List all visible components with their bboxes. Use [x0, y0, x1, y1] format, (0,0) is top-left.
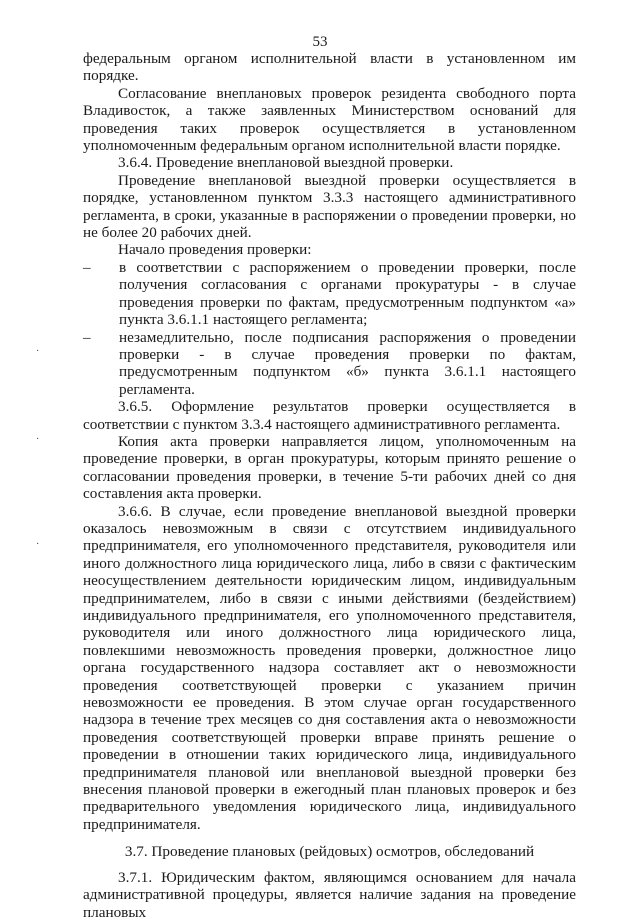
paragraph-intro-line: федеральным органом исполнительной власти в установленном им порядке.	[83, 50, 576, 85]
margin-mark: ·	[36, 539, 40, 550]
paragraph-3-6-5: 3.6.5. Оформление результатов проверки осуществляется в соответствии с пунктом 3.3.4 настоящего административного регламента.	[83, 398, 576, 433]
paragraph-agreement: Согласование внеплановых проверок резидента свободного порта Владивосток, а также заявленных Министерством оснований для проведения таких проверок осуществляется в установленном уполномоченным федеральным органом исполнительной власти порядке.	[83, 84, 576, 155]
list-item-text: незамедлительно, после подписания распоряжения о проведении проверки - в случае проведения проверки по фактам, предусмотренным подпунктом «б» пункта 3.6.1.1 настоящего регламента.	[119, 328, 576, 398]
start-conditions-list	[83, 259, 576, 398]
paragraph-3-7-1: 3.7.1. Юридическим фактом, являющимся основанием для начала административной процедуры, является наличие задания на проведение плановых	[83, 868, 576, 921]
margin-mark: ·	[36, 346, 40, 357]
list-item	[83, 259, 576, 329]
list-item	[83, 329, 576, 399]
paragraph-3-6-4-title: 3.6.4. Проведение внеплановой выездной проверки.	[118, 154, 454, 172]
paragraph-3-6-4-body: Проведение внеплановой выездной проверки осуществляется в порядке, установленном пунктом 3.3.3 настоящего административного регламента, в сроки, указанные в распоряжении о проведении проверки, но не более 20 рабочих дней.	[83, 171, 576, 242]
document-body	[83, 50, 576, 921]
paragraph-start-of-inspection: Начало проведения проверки:	[118, 241, 312, 259]
page-number: 53	[312, 34, 328, 50]
dash-marker: –	[83, 328, 91, 346]
margin-mark: ·	[36, 434, 40, 445]
section-heading-3-7: 3.7. Проведение плановых (рейдовых) осмотров, обследований	[124, 843, 535, 861]
paragraph-3-6-6: 3.6.6. В случае, если проведение внеплановой выездной проверки оказалось невозможным в связи с отсутствием индивидуального предпринимателя, его уполномоченного представителя, руководителя или иного должностного лица юридического лица, либо в связи с фактическим неосуществлением деятельности юридическим лицом, индивидуальным предпринимателем, либо в связи с иными действиями (бездействием) индивидуального предпринимателя, его уполномоченного представителя, руководителя или иного должностного лица юридического лица, повлекшими невозможность проведения проверки, должностное лицо органа государственного надзора составляет акт о невозможности проведения соответствующей проверки с указанием причин невозможности ее проведения. В этом случае орган государственного надзора в течение трех месяцев со дня составления акта о невозможности проведения соответствующей проверки вправе принять решение о проведении в отношении таких юридического лица, индивидуального предпринимателя плановой или внеплановой выездной проверки без внесения плановой проверки в ежегодный план плановых проверок и без предварительного уведомления юридического лица, индивидуального предпринимателя.	[83, 502, 576, 833]
list-item-text: в соответствии с распоряжением о проведении проверки, после получения согласования с органами прокуратуры - в случае проведения проверки по фактам, предусмотренным подпунктом «а» пункта 3.6.1.1 настоящего регламента;	[119, 258, 576, 329]
paragraph-act-copy: Копия акта проверки направляется лицом, уполномоченным на проведение проверки, в орган прокуратуры, которым принято решение о согласовании проведения проверки, в течение 5-ти рабочих дней со дня составления акта проверки.	[83, 432, 576, 503]
dash-marker: –	[83, 258, 91, 276]
